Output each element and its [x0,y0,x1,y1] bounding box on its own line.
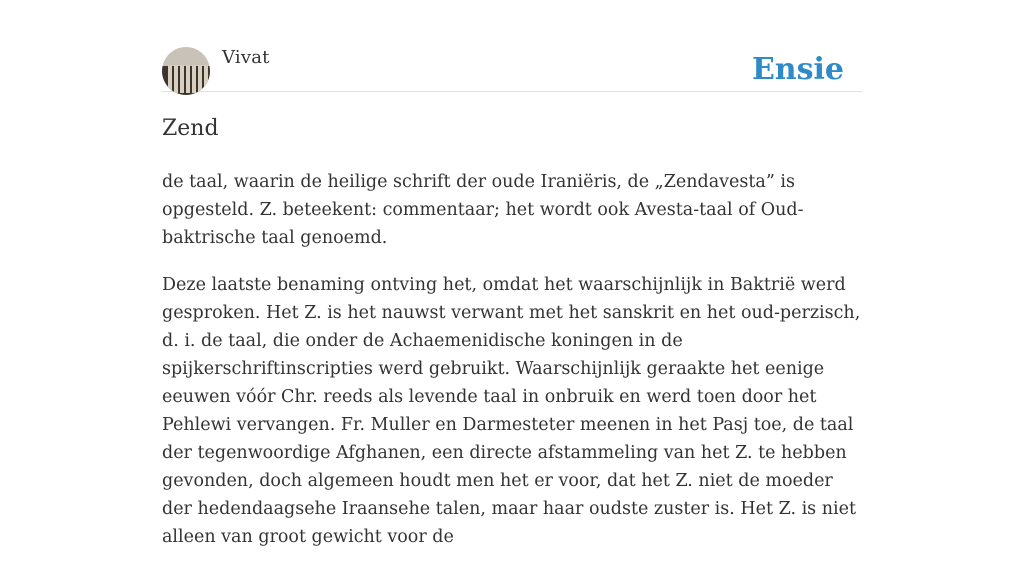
paragraph: de taal, waarin de heilige schrift der oude Iraniëris, de „Zendavesta” is opgesteld. Z. beteekent: commentaar; het wordt ook Avesta-taal of Oud-baktrische taal genoemd. [162,172,804,248]
header [162,0,862,92]
avatar[interactable] [162,47,210,95]
article-page [162,0,862,547]
article-body [162,168,862,570]
brand-logo[interactable]: Ensie [751,52,844,87]
page-title: Zend [162,116,219,141]
paragraph: Deze laatste benaming ontving het, omdat het waarschijnlijk in Baktrië werd gesproken. Het Z. is het nauwst verwant met het sanskrit en het oud-perzisch, d. i. de taal, die onder de Achaemenidische koningen in de spijkerschriftinscripties werd gebruikt. Waarschijnlijk geraakte het eenige eeuwen vóór Chr. reeds als levende taal in onbruik en werd toen door het Pehlewi vervangen. Fr. Muller en Darmesteter meenen in het Pasj toe, de taal der tegenwoordige Afghanen, een directe afstammeling van het Z. te hebben gevonden, doch algemeen houdt men het er voor, dat het Z. niet de moeder der hedendaagsehe Iraansehe talen, maar haar oudste zuster is. Het Z. is niet alleen van groot gewicht voor de [162,275,861,547]
author-name[interactable]: Vivat [222,47,270,68]
